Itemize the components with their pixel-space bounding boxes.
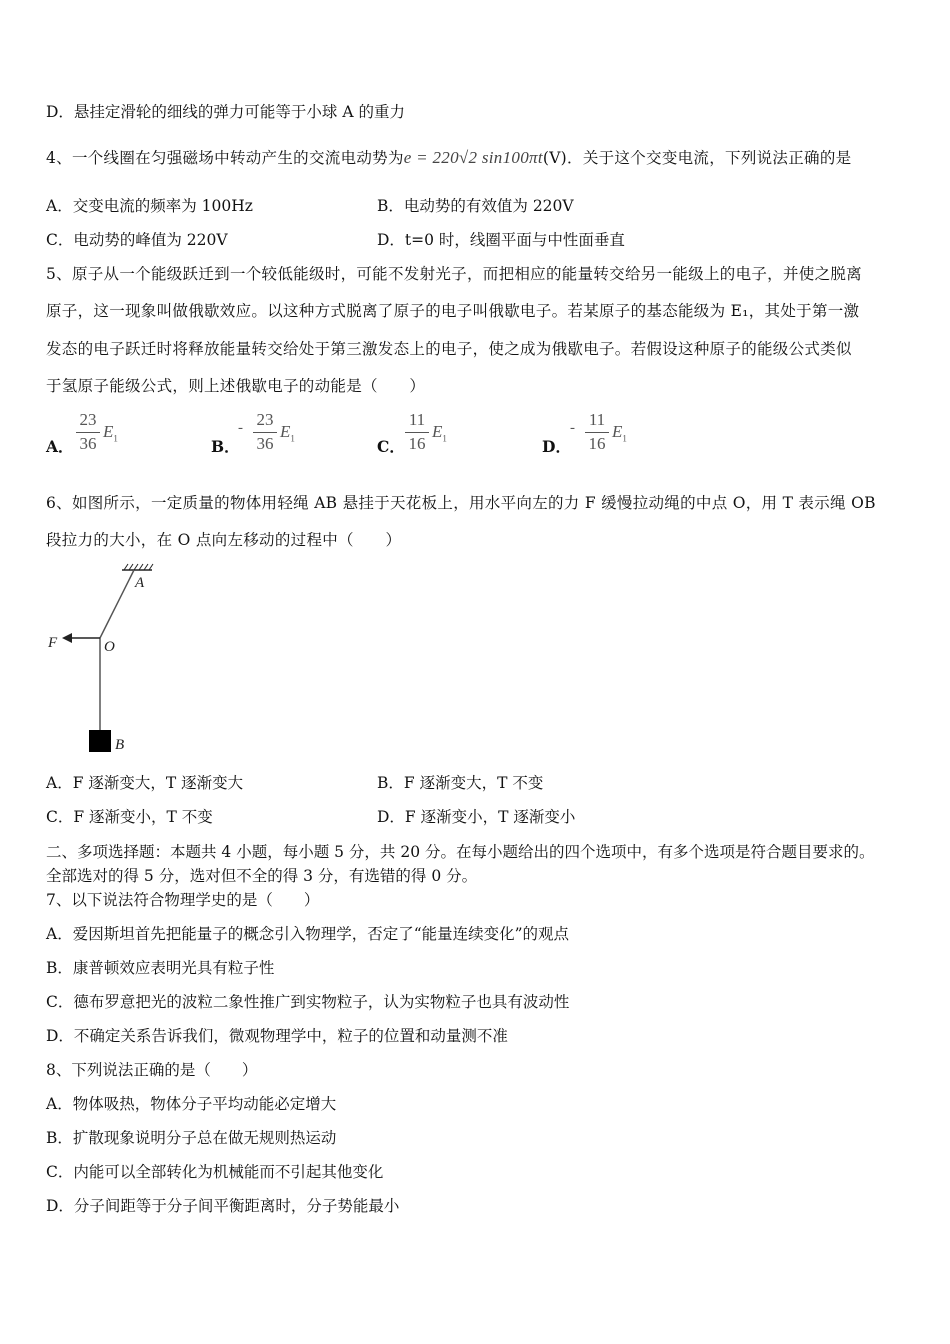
q4-stem-suffix: (V)．关于这个交变电流，下列说法正确的是 <box>542 149 852 167</box>
q8-stem: 8、下列说法正确的是（ ） <box>46 1061 258 1079</box>
fraction-bar <box>585 432 609 433</box>
q6-line-2: 段拉力的大小，在 O 点向左移动的过程中（ ） <box>46 531 402 549</box>
q4-stem-prefix: 4、一个线圈在匀强磁场中转动产生的交流电动势为 <box>46 149 404 167</box>
q6-rope-diagram <box>40 562 170 758</box>
q7-option-a: A．爱因斯坦首先把能量子的概念引入物理学，否定了“能量连续变化”的观点 <box>46 925 570 943</box>
q4-stem <box>46 148 851 168</box>
fraction-numerator: 23 <box>79 410 97 429</box>
label-f: F <box>48 635 58 651</box>
q5-line-3: 发态的电子跃迁时将释放能量转交给处于第三激发态上的电子，使之成为俄歇电子。若假设这种原子的能级公式类似 <box>46 340 852 358</box>
fraction-numerator: 23 <box>256 410 274 429</box>
fraction-numerator: 11 <box>588 410 606 429</box>
rope-segment-ao <box>100 570 134 638</box>
q5-option-c-label: C． <box>377 437 405 456</box>
q7-stem: 7、以下说法符合物理学史的是（ ） <box>46 891 320 909</box>
q6-option-b: B．F 逐渐变大，T 不变 <box>377 774 544 792</box>
force-arrow-head <box>62 633 72 643</box>
q5-line-1: 5、原子从一个能级跃迁到一个较低能级时，可能不发射光子，而把相应的能量转交给另一能级上的电子，并使之脱离 <box>46 265 862 283</box>
energy-symbol: $E_1$ <box>280 422 295 444</box>
ceiling-hatch <box>122 564 153 570</box>
q6-option-d: D．F 逐渐变小，T 逐渐变小 <box>377 808 576 826</box>
q4-option-c: C．电动势的峰值为 220V <box>46 231 228 249</box>
q8-option-d: D．分子间距等于分子间平衡距离时，分子势能最小 <box>46 1197 400 1215</box>
label-b: B <box>115 737 125 753</box>
fraction-bar <box>253 432 277 433</box>
q5-option-d-label: D． <box>542 437 571 456</box>
section2-line-2: 全部选对的得 5 分，选对但不全的得 3 分，有选错的得 0 分。 <box>46 867 478 885</box>
fraction-bar <box>405 432 429 433</box>
label-o: O <box>104 639 115 655</box>
q4-option-b: B．电动势的有效值为 220V <box>377 197 574 215</box>
q8-option-a: A．物体吸热，物体分子平均动能必定增大 <box>46 1095 337 1113</box>
fraction-bar <box>76 432 100 433</box>
negative-sign: - <box>238 420 243 436</box>
energy-symbol: $E_1$ <box>612 422 627 444</box>
q7-option-d: D．不确定关系告诉我们，微观物理学中，粒子的位置和动量测不准 <box>46 1027 508 1045</box>
q5-line-2: 原子，这一现象叫做俄歇效应。以这种方式脱离了原子的电子叫俄歇电子。若某原子的基态能级为 E₁，其处于第一激 <box>46 302 860 320</box>
fraction-denominator: 36 <box>79 434 97 453</box>
energy-symbol: $E_1$ <box>103 422 118 444</box>
q4-option-d: D．t=0 时，线圈平面与中性面垂直 <box>377 231 625 249</box>
q8-option-b: B．扩散现象说明分子总在做无规则热运动 <box>46 1129 337 1147</box>
hanging-block <box>89 730 111 752</box>
q5-option-b-label: B． <box>211 437 240 456</box>
fraction-denominator: 16 <box>588 434 606 453</box>
fraction-denominator: 16 <box>408 434 426 453</box>
q4-formula: e = 220√2 sin100πt <box>403 148 543 167</box>
q8-option-c: C．内能可以全部转化为机械能而不引起其他变化 <box>46 1163 384 1181</box>
q5-line-4: 于氢原子能级公式，则上述俄歇电子的动能是（ ） <box>46 377 426 395</box>
fraction-denominator: 36 <box>256 434 274 453</box>
q6-line-1: 6、如图所示，一定质量的物体用轻绳 AB 悬挂于天花板上，用水平向左的力 F 缓慢拉动绳的中点 O，用 T 表示绳 OB <box>46 494 876 512</box>
fraction-numerator: 11 <box>408 410 426 429</box>
section2-line-1: 二、多项选择题：本题共 4 小题，每小题 5 分，共 20 分。在每小题给出的四个选项中，有多个选项是符合题目要求的。 <box>46 843 875 861</box>
q7-option-c: C．德布罗意把光的波粒二象性推广到实物粒子，认为实物粒子也具有波动性 <box>46 993 570 1011</box>
q6-option-a: A．F 逐渐变大，T 逐渐变大 <box>46 774 244 792</box>
q5-option-a-label: A． <box>46 437 74 456</box>
q4-option-a: A．交变电流的频率为 100Hz <box>46 197 253 215</box>
q6-option-c: C．F 逐渐变小，T 不变 <box>46 808 213 826</box>
q3-option-d: D．悬挂定滑轮的细线的弹力可能等于小球 A 的重力 <box>46 103 405 121</box>
negative-sign: - <box>570 420 575 436</box>
energy-symbol: $E_1$ <box>432 422 447 444</box>
label-a: A <box>135 575 145 591</box>
q7-option-b: B．康普顿效应表明光具有粒子性 <box>46 959 275 977</box>
